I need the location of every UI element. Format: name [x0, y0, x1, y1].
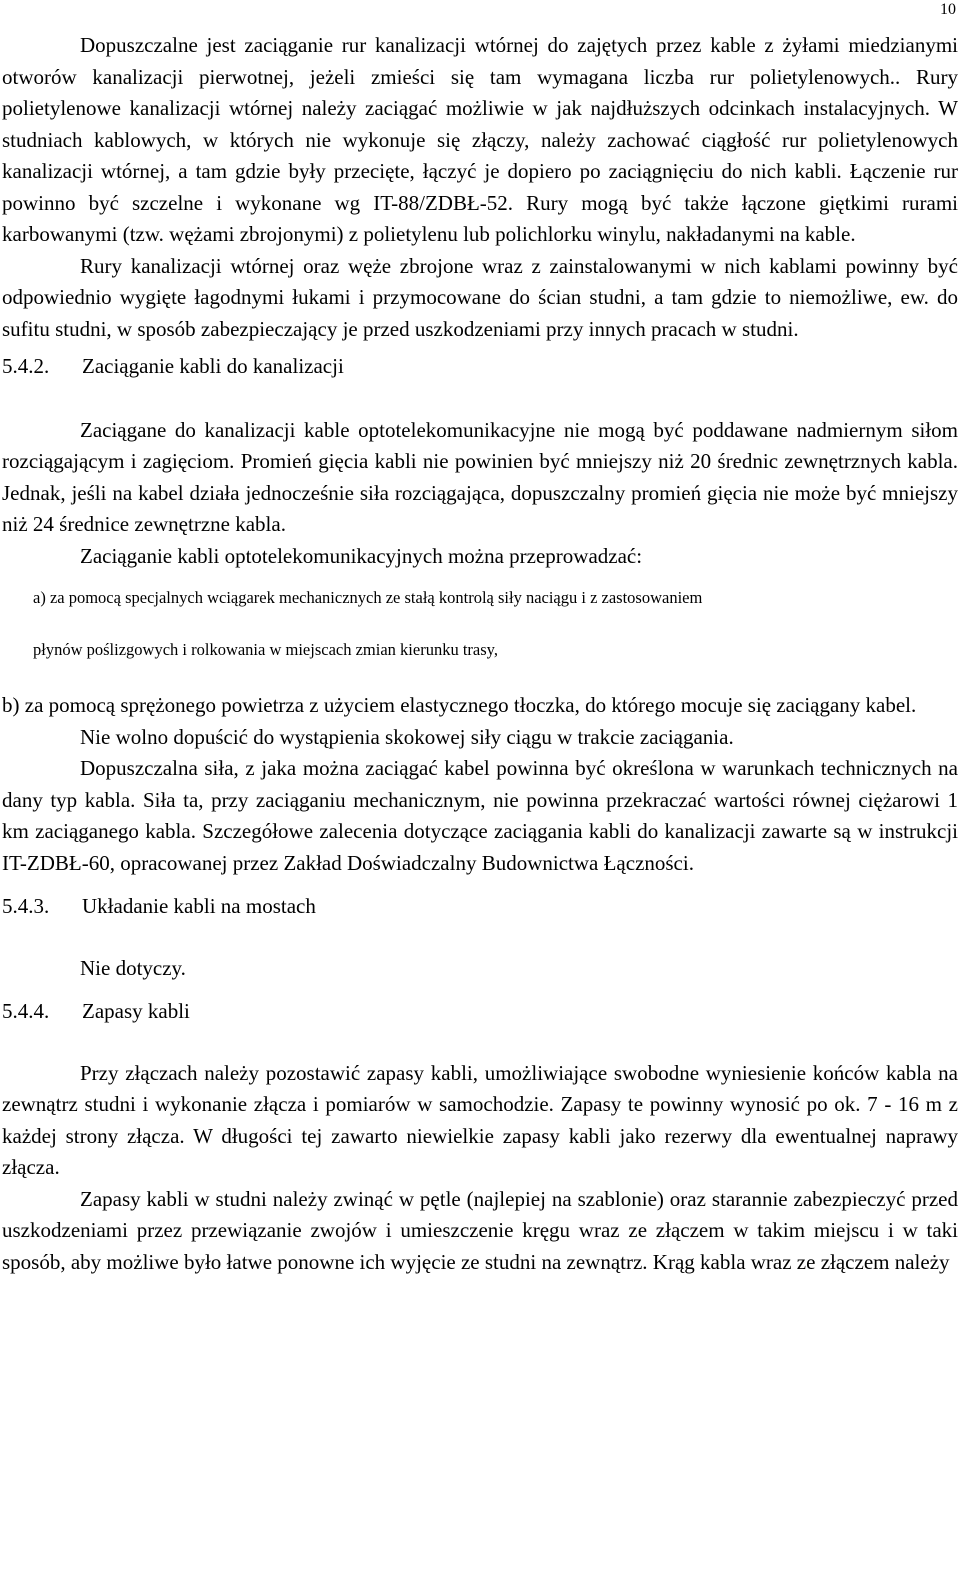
paragraph-rury-zaciaganie: Dopuszczalne jest zaciąganie rur kanalizacji wtórnej do zajętych przez kable z żyłami miedzianymi otworów kanalizacji pierwotnej, jeżeli zmieści się tam wymagana liczba rur polietylenowych.. Rury polietylenowe kanalizacji wtórnej należy zaciągać możliwie w jak najdłuższych odcinkach instalacyjnych. W studniach kablowych, w których nie wykonuje się złączy, należy zachować ciągłość rur polietylenowych kanalizacji wtórnej, a tam gdzie były przecięte, łączyć je dopiero po zaciągnięciu do nich kabli. Łączenie rur powinno być szczelne i wykonane wg IT-88/ZDBŁ-52. Rury mogą być także łączone giętkimi rurami karbowanymi (tzw. wężami zbrojonymi) z polietylenu lub polichlorku winylu, nakładanymi na kable.	[2, 33, 958, 246]
list-item-a-line2: płynów poślizgowych i rolkowania w miejscach zmian kierunku trasy,	[33, 640, 498, 659]
paragraph-543-1: Nie dotyczy.	[80, 955, 186, 980]
list-item-b-text: za pomocą sprężonego powietrza z użyciem elastycznego tłoczka, do którego mocuje się zaciągany kabel.	[24, 693, 917, 717]
paragraph-544-1: Przy złączach należy pozostawić zapasy kabli, umożliwiające swobodne wyniesienie końców kabla na zewnątrz studni i wykonanie złącza i pomiarów w samochodzie. Zapasy te powinny wynosić po ok. 7 - 16 m z każdej strony złącza. W długości tej zawarto niewielkie zapasy kabli jako rezerwy dla ewentualnej naprawy złącza.	[2, 1060, 958, 1179]
section-heading-544	[2, 996, 958, 1028]
paragraph-542-3: Nie wolno dopuścić do wystąpienia skokowej siły ciągu w trakcie zaciągania.	[80, 724, 734, 749]
section-title: Zapasy kabli	[82, 999, 190, 1023]
list-item-b	[2, 690, 958, 722]
section-heading-543	[2, 891, 958, 923]
section-number: 5.4.3.	[2, 894, 50, 918]
section-heading-542	[2, 351, 958, 383]
section-title: Układanie kabli na mostach	[82, 894, 316, 918]
section-number: 5.4.4.	[2, 999, 50, 1023]
page-number: 10	[940, 1, 956, 18]
section-title: Zaciąganie kabli do kanalizacji	[82, 354, 344, 378]
paragraph-544-2: Zapasy kabli w studni należy zwinąć w pętle (najlepiej na szablonie) oraz starannie zabezpieczyć przed uszkodzeniami przez przewiązanie zwojów i umieszczenie kręgu wraz ze złączem w takim miejscu i w taki sposób, aby możliwe było łatwe ponowne ich wyjęcie ze studni na zewnątrz. Krąg kabla wraz ze złączem należy	[2, 1186, 958, 1274]
list-item-b-label: b)	[2, 693, 20, 717]
document-body	[2, 30, 958, 1278]
paragraph-542-1: Zaciągane do kanalizacji kable optotelekomunikacyjne nie mogą być poddawane nadmiernym siłom rozciągającym i zagięciom. Promień gięcia kabli nie powinien być mniejszy niż 20 średnic zewnętrznych kabla. Jednak, jeśli na kabel działa jednocześnie siła rozciągająca, dopuszczalny promień gięcia nie może być mniejszy niż 24 średnice zewnętrzne kabla.	[2, 417, 958, 536]
list-item-a-line1: a) za pomocą specjalnych wciągarek mechanicznych ze stałą kontrolą siły naciągu i z zastosowaniem	[33, 588, 703, 607]
section-number: 5.4.2.	[2, 354, 50, 378]
paragraph-542-2: Zaciąganie kabli optotelekomunikacyjnych można przeprowadzać:	[80, 543, 643, 568]
paragraph-rury-wygiecie: Rury kanalizacji wtórnej oraz węże zbrojone wraz z zainstalowanymi w nich kablami powinny być odpowiednio wygięte łagodnymi łukami i przymocowane do ścian studni, a tam gdzie to niemożliwe, ew. do sufitu studni, w sposób zabezpieczający je przed uszkodzeniami przy innych pracach w studni.	[2, 253, 958, 341]
paragraph-542-4: Dopuszczalna siła, z jaka można zaciągać kabel powinna być określona w warunkach technicznych na dany typ kabla. Siła ta, przy zaciąganiu mechanicznym, nie powinna przekraczać wartości równej ciężarowi 1 km zaciąganego kabla. Szczegółowe zalecenia dotyczące zaciągania kabli do kanalizacji zawarte są w instrukcji IT-ZDBŁ-60, opracowanej przez Zakład Doświadczalny Budownictwa Łączności.	[2, 756, 958, 875]
